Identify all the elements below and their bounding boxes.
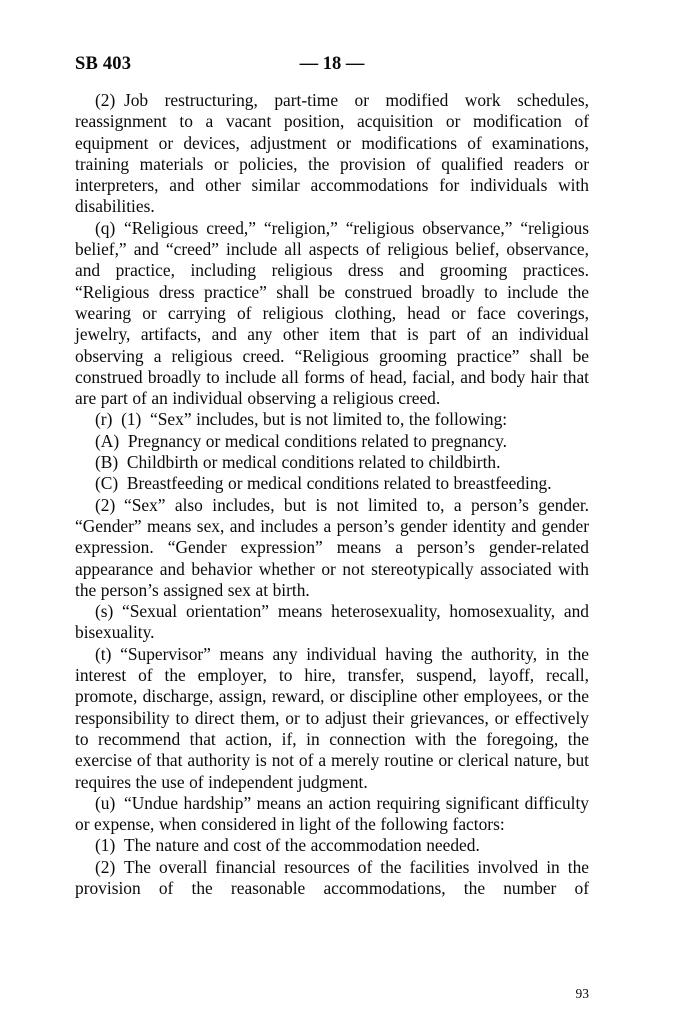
- bill-text-column: [75, 90, 589, 899]
- paragraph-a-pregnancy: (A) Pregnancy or medical conditions related to pregnancy.: [95, 430, 507, 451]
- paragraph-b-childbirth: (B) Childbirth or medical conditions related to childbirth.: [95, 452, 501, 473]
- paragraph-2-job-restructuring: (2) Job restructuring, part-time or modified work schedules, reassignment to a vacant position, acquisition or modification of equipment or devices, adjustment or modifications of examinations, training materials or policies, the provision of qualified readers or interpreters, and other similar accommodations for individuals with disabilities.: [75, 90, 589, 217]
- sheet-number: 93: [575, 986, 589, 1001]
- paragraph-t-supervisor: (t) “Supervisor” means any individual having the authority, in the interest of the employer, to hire, transfer, suspend, layoff, recall, promote, discharge, assign, reward, or discipline other employees, or the responsibility to direct them, or to adjust their grievances, or effectively to recommend that action, if, in connection with the foregoing, the exercise of that authority is not of a merely routine or clerical nature, but requires the use of independent judgment.: [75, 643, 589, 792]
- paragraph-2-sex-also-includes: (2) “Sex” also includes, but is not limited to, a person’s gender. “Gender” means sex, and includes a person’s gender identity and gender expression. “Gender expression” means a person’s gender-related appearance and behavior whether or not stereotypically associated with the person’s assigned sex at birth.: [75, 494, 589, 600]
- page-header: [75, 52, 589, 76]
- paragraph-r1-sex-includes: (r) (1) “Sex” includes, but is not limited to, the following:: [95, 409, 508, 430]
- page-number: — 18 —: [299, 54, 365, 74]
- paragraph-u-undue-hardship: (u) “Undue hardship” means an action requiring significant difficulty or expense, when considered in light of the following factors:: [75, 792, 589, 835]
- paragraph-q-religious-creed: (q) “Religious creed,” “religion,” “religious observance,” “religious belief,” and “creed” include all aspects of religious belief, observance, and practice, including religious dress and grooming practices. “Religious dress practice” shall be construed broadly to include the wearing or carrying of religious clothing, head or face coverings, jewelry, artifacts, and any other item that is part of an individual observing a religious creed. “Religious grooming practice” shall be construed broadly to include all forms of head, facial, and body hair that are part of an individual observing a religious creed.: [75, 217, 589, 409]
- paragraph-2-financial-resources: (2) The overall financial resources of the facilities involved in the provision of the reasonable accommodations, the number of: [75, 856, 589, 898]
- paragraph-1-nature-and-cost: (1) The nature and cost of the accommodation needed.: [95, 835, 480, 856]
- bill-number: SB 403: [75, 54, 132, 74]
- paragraph-s-sexual-orientation: (s) “Sexual orientation” means heterosexuality, homosexuality, and bisexuality.: [75, 601, 589, 643]
- paragraph-c-breastfeeding: (C) Breastfeeding or medical conditions related to breastfeeding.: [95, 473, 552, 494]
